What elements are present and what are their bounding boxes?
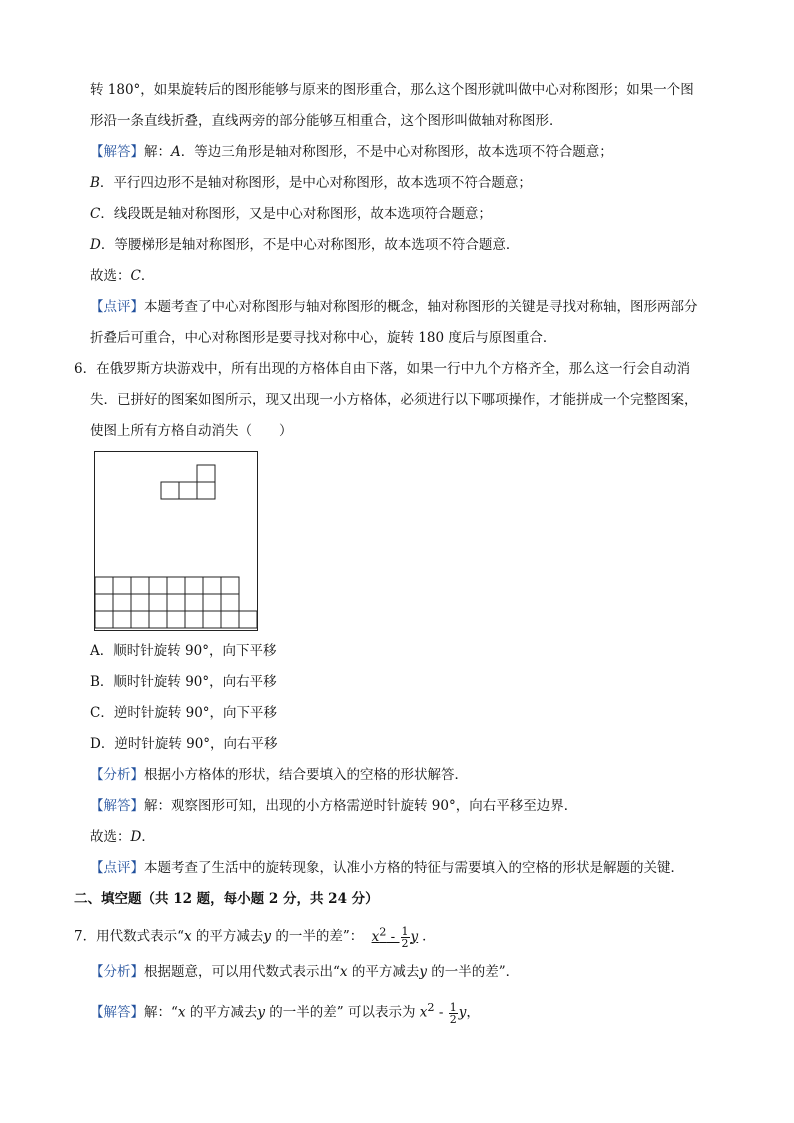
var-x: x [177,1004,186,1021]
question-7-line [74,922,436,949]
stack-cell [167,577,185,594]
comment-line [90,297,698,317]
option-letter: C [130,268,141,284]
fraction-denominator: 2 [401,936,409,950]
falling-piece [161,465,215,499]
text: 的一半的差”： [271,928,364,945]
answer-tag: 【解答】 [90,1004,144,1021]
answer-line [90,998,480,1025]
analysis-line [90,765,468,785]
answer-line [90,173,532,193]
text: 故选： [90,268,131,284]
var-y: y [419,964,427,980]
stack-cell [149,577,167,594]
analysis-tag: 【分析】 [90,964,144,980]
var-x: x [339,964,348,980]
choice-line [90,827,155,847]
stack-cell [185,577,203,594]
stack-cell [95,594,113,611]
var-x: x [419,1004,428,1021]
fraction [401,926,410,949]
stack-cell [203,577,221,594]
stack-cell [131,594,149,611]
text: 用代数式表示“ [96,928,184,945]
answer-line [90,796,577,816]
fraction-denominator: 2 [449,1012,457,1026]
choice-line [90,266,154,286]
text: ． [422,928,436,945]
option-d: D．逆时针旋转 90°，向右平移 [90,736,278,752]
stack-cell [113,611,131,628]
piece-cell [197,482,215,499]
text: ．平行四边形不是轴对称图形，是中心对称图形，故本选项不符合题意； [99,175,532,191]
stack-cell [131,577,149,594]
stack-cell [167,594,185,611]
text: 解：“ [144,1004,178,1021]
piece-cell [161,482,179,499]
text-line: 转 180°，如果旋转后的图形能够与原来的图形重合，那么这个图形就叫做中心对称图形；如果一个图 [90,82,694,98]
stack-cell [113,577,131,594]
text: 故选： [90,829,131,845]
section-heading: 二、填空题（共 12 题，每小题 2 分，共 24 分） [74,891,379,907]
fraction [449,1002,458,1025]
stack-cell [131,611,149,628]
stack-cell [149,594,167,611]
var-x: x [184,928,192,945]
comment-tag: 【点评】 [90,299,144,315]
question-6-line [74,359,690,379]
var-x: x [371,928,380,945]
tetris-figure [94,451,258,631]
text: 解：观察图形可知，出现的小方格需逆时针旋转 90°，向右平移至边界． [144,798,578,814]
option-letter: B [90,175,100,191]
text: 的平方减去 [191,928,264,945]
stack-cell [167,611,185,628]
stack-cell [221,577,239,594]
text: ． [141,829,155,845]
option-letter: C [90,206,101,222]
fraction-numerator: 1 [449,1000,457,1014]
text: ．线段既是轴对称图形，又是中心对称图形，故本选项符合题意； [100,206,492,222]
stacked-blocks [95,577,257,628]
text: 解： [144,144,171,160]
text-line: 失．已拼好的图案如图所示，现又出现一小方格体，必须进行以下哪项操作，才能拼成一个完整图案， [90,392,698,408]
text-line: 使图上所有方格自动消失（ ） [90,423,293,439]
option-c: C．逆时针旋转 90°，向下平移 [90,705,278,721]
option-letter: A [171,144,181,160]
text: ．等腰梯形是轴对称图形，不是中心对称图形，故本选项不符合题意． [100,237,520,253]
answer-blank [368,924,423,950]
stack-cell [239,611,257,628]
text-line: 形沿一条直线折叠，直线两旁的部分能够互相重合，这个图形叫做轴对称图形． [90,113,563,129]
text: 本题考查了中心对称图形与轴对称图形的概念，轴对称图形的关键是寻找对称轴，图形两部分 [144,299,698,315]
minus-sign: - [434,1004,448,1021]
stack-cell [185,611,203,628]
option-letter: D [130,829,142,845]
stack-cell [95,577,113,594]
var-y: y [458,1004,467,1021]
var-y: y [257,1004,265,1021]
var-y: y [263,928,272,945]
stack-cell [113,594,131,611]
comment-tag: 【点评】 [90,860,144,876]
answer-tag: 【解答】 [90,144,144,160]
text-line: 折叠后可重合，中心对称图形是要寻找对称中心，旋转 180 度后与原图重合． [90,330,557,346]
text: 根据小方格体的形状，结合要填入的空格的形状解答． [144,767,468,783]
text: 本题考查了生活中的旋转现象，认准小方格的特征与需要填入的空格的形状是解题的关键． [144,860,684,876]
minus-sign: - [386,928,400,945]
text: 的平方减去 [347,964,420,980]
exponent: 2 [427,1001,435,1014]
text: 根据题意，可以用代数式表示出“ [144,964,340,980]
question-number: 6． [74,361,97,377]
figure-frame [95,452,258,631]
answer-line [90,204,492,224]
piece-cell [179,482,197,499]
stack-cell [95,611,113,628]
answer-tag: 【解答】 [90,798,144,814]
stack-cell [221,611,239,628]
stack-cell [221,594,239,611]
question-number: 7． [74,928,97,945]
text: ， [466,1004,480,1021]
option-a: A．顺时针旋转 90°，向下平移 [90,643,277,659]
text: 的平方减去 [185,1004,258,1021]
text: ．等边三角形是轴对称图形，不是中心对称图形，故本选项不符合题意； [180,144,613,160]
analysis-line [90,962,519,982]
stack-cell [203,594,221,611]
text: 的一半的差”． [426,964,520,980]
analysis-tag: 【分析】 [90,767,144,783]
stack-cell [185,594,203,611]
answer-line [90,142,613,162]
text: 的一半的差” 可以表示为 [264,1004,420,1021]
stack-cell [203,611,221,628]
exponent: 2 [379,925,387,938]
stack-cell [149,611,167,628]
piece-cell [197,465,215,482]
answer-line [90,235,519,255]
fraction-numerator: 1 [401,924,409,938]
comment-line [90,858,684,878]
text: ． [140,268,155,284]
text: 在俄罗斯方块游戏中，所有出现的方格体自由下落，如果一行中九个方格齐全，那么这一行会自动消 [96,361,691,377]
option-b: B．顺时针旋转 90°，向右平移 [90,674,277,690]
option-letter: D [90,237,101,253]
var-y: y [410,928,419,945]
